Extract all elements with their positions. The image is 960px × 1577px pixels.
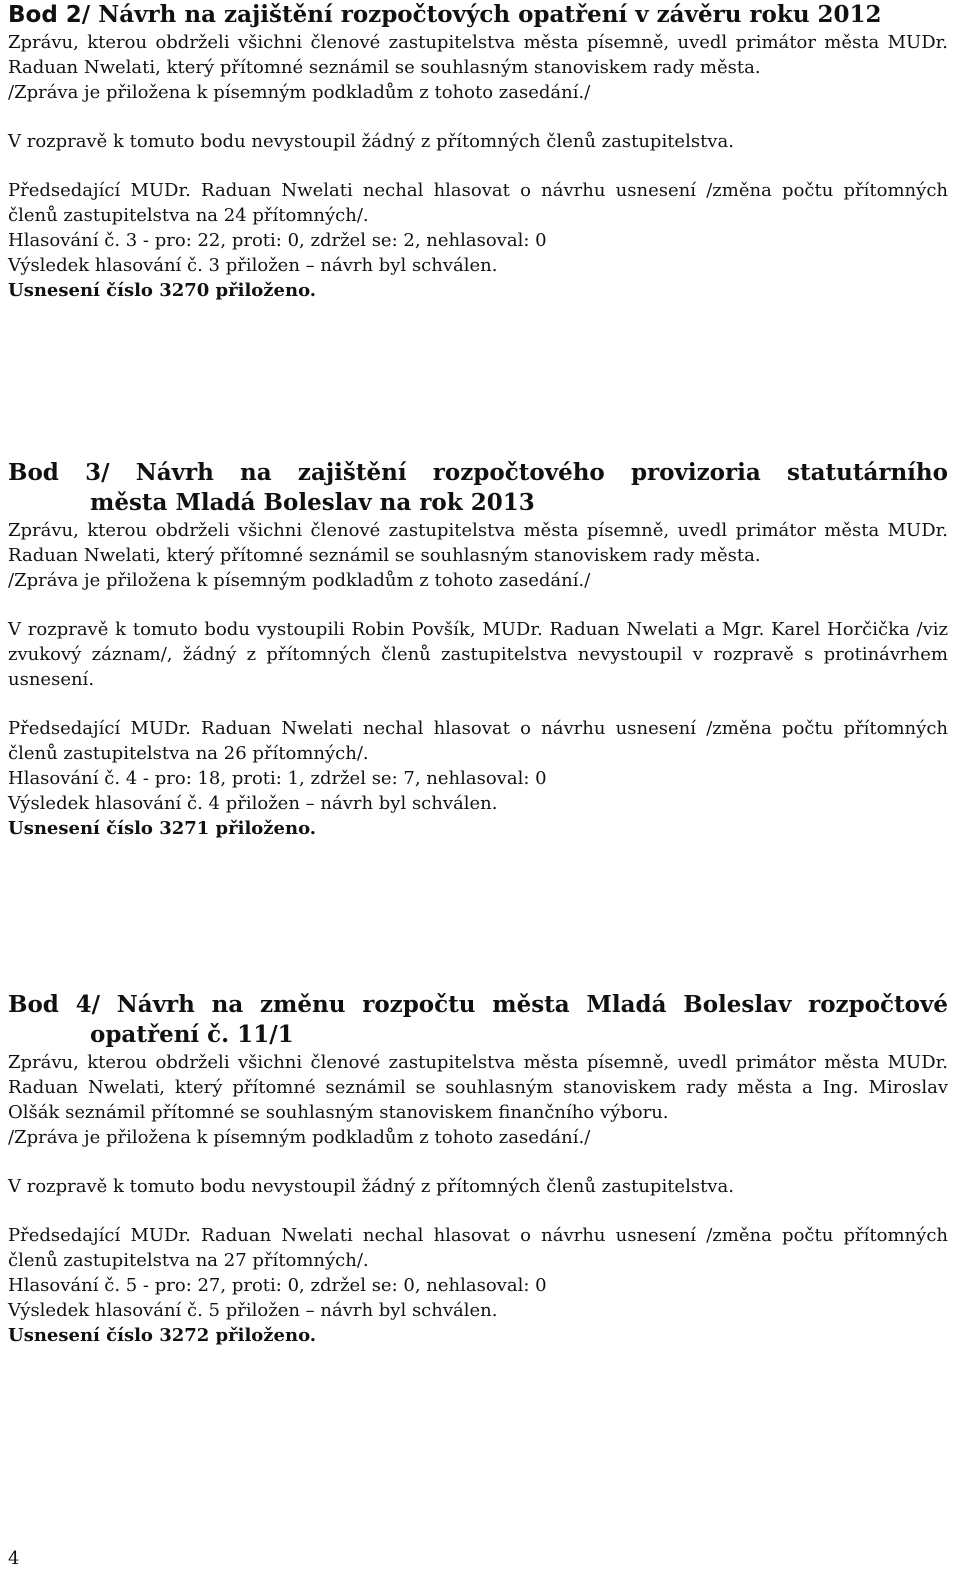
resolution-note: Usnesení číslo 3272 přiloženo. bbox=[8, 1325, 317, 1346]
agenda-item-title: Návrh na zajištění rozpočtových opatření v závěru roku 2012 bbox=[98, 1, 882, 28]
discussion-note: V rozpravě k tomuto bodu nevystoupil žádný z přítomných členů zastupitelstva. bbox=[8, 131, 734, 152]
vote-tally: Hlasování č. 4 - pro: 18, proti: 1, zdržel se: 7, nehlasoval: 0 bbox=[8, 768, 547, 789]
agenda-item-number: Bod 4/ bbox=[8, 991, 101, 1018]
agenda-item-title-continued: města Mladá Boleslav na rok 2013 bbox=[90, 489, 535, 516]
attachment-note: /Zpráva je přiložena k písemným podkladům z tohoto zasedání./ bbox=[8, 570, 591, 591]
vote-tally: Hlasování č. 3 - pro: 22, proti: 0, zdržel se: 2, nehlasoval: 0 bbox=[8, 230, 547, 251]
agenda-item-title-continued: opatření č. 11/1 bbox=[90, 1021, 294, 1048]
agenda-item-number: Bod 3/ bbox=[8, 459, 110, 486]
attachment-note: /Zpráva je přiložena k písemným podkladům z tohoto zasedání./ bbox=[8, 82, 591, 103]
report-paragraph: Zprávu, kterou obdrželi všichni členové zastupitelstva města písemně, uvedl primátor města MUDr. Raduan Nwelati, který přítomné seznámil se souhlasným stanoviskem rady města. bbox=[8, 32, 948, 78]
vote-intro: Předsedající MUDr. Raduan Nwelati nechal hlasovat o návrhu usnesení /změna počtu přítomných členů zastupitelstva na 27 přítomných/. bbox=[8, 1225, 948, 1271]
page-number: 4 bbox=[8, 1548, 20, 1569]
report-paragraph: Zprávu, kterou obdrželi všichni členové zastupitelstva města písemně, uvedl primátor města MUDr. Raduan Nwelati, který přítomné seznámil se souhlasným stanoviskem rady města a Ing. Miroslav Olšák seznámil přítomné se souhlasným stanoviskem finančního výboru. bbox=[8, 1052, 948, 1123]
vote-tally: Hlasování č. 5 - pro: 27, proti: 0, zdržel se: 0, nehlasoval: 0 bbox=[8, 1275, 547, 1296]
vote-intro: Předsedající MUDr. Raduan Nwelati nechal hlasovat o návrhu usnesení /změna počtu přítomných členů zastupitelstva na 26 přítomných/. bbox=[8, 718, 948, 764]
discussion-note: V rozpravě k tomuto bodu vystoupili Robin Povšík, MUDr. Raduan Nwelati a Mgr. Karel Horčička /viz zvukový záznam/, žádný z přítomných členů zastupitelstva nevystoupil v rozpravě s protinávrhem usnesení. bbox=[8, 619, 948, 690]
vote-result: Výsledek hlasování č. 5 přiložen – návrh byl schválen. bbox=[8, 1300, 498, 1321]
vote-intro: Předsedající MUDr. Raduan Nwelati nechal hlasovat o návrhu usnesení /změna počtu přítomných členů zastupitelstva na 24 přítomných/. bbox=[8, 180, 948, 226]
agenda-item-title: Návrh na změnu rozpočtu města Mladá Boleslav rozpočtové bbox=[116, 991, 949, 1018]
vote-result: Výsledek hlasování č. 4 přiložen – návrh byl schválen. bbox=[8, 793, 498, 814]
agenda-item-3 bbox=[8, 458, 948, 841]
agenda-item-heading bbox=[8, 458, 948, 488]
agenda-item-2 bbox=[8, 0, 948, 303]
resolution-note: Usnesení číslo 3271 přiloženo. bbox=[8, 818, 317, 839]
agenda-item-4 bbox=[8, 990, 948, 1348]
resolution-note: Usnesení číslo 3270 přiloženo. bbox=[8, 280, 317, 301]
report-paragraph: Zprávu, kterou obdrželi všichni členové zastupitelstva města písemně, uvedl primátor města MUDr. Raduan Nwelati, který přítomné seznámil se souhlasným stanoviskem rady města. bbox=[8, 520, 948, 566]
vote-result: Výsledek hlasování č. 3 přiložen – návrh byl schválen. bbox=[8, 255, 498, 276]
discussion-note: V rozpravě k tomuto bodu nevystoupil žádný z přítomných členů zastupitelstva. bbox=[8, 1176, 734, 1197]
agenda-item-heading bbox=[8, 990, 948, 1020]
agenda-item-number: Bod 2/ bbox=[8, 2, 91, 28]
agenda-item-heading bbox=[8, 0, 948, 30]
agenda-item-title: Návrh na zajištění rozpočtového provizoria statutárního bbox=[135, 459, 948, 486]
attachment-note: /Zpráva je přiložena k písemným podkladům z tohoto zasedání./ bbox=[8, 1127, 591, 1148]
